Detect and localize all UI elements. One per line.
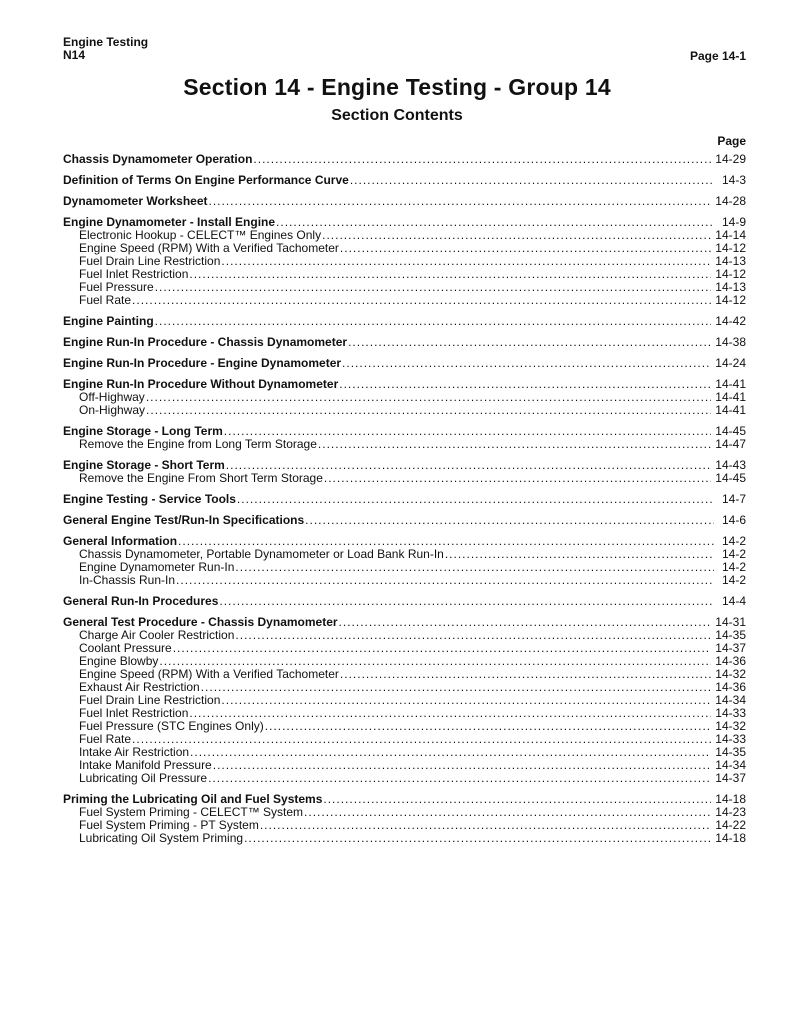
toc-entry[interactable] <box>63 356 746 370</box>
toc-subentry[interactable] <box>63 472 746 485</box>
toc-entry-title: Engine Run-In Procedure Without Dynamometer <box>63 377 339 391</box>
toc-entry[interactable] <box>63 152 746 166</box>
toc-subentry-title: Engine Dynamometer Run-In <box>79 560 235 574</box>
dot-leader <box>350 173 714 187</box>
toc-entry[interactable] <box>63 513 746 527</box>
toc-subentry-title: Fuel Drain Line Restriction <box>79 254 221 268</box>
toc-entry[interactable] <box>63 314 746 328</box>
toc-entry-page: 14-31 <box>715 615 746 629</box>
toc-subentry[interactable] <box>63 642 746 655</box>
toc-subentry-page: 14-18 <box>715 831 746 845</box>
toc-entry-page: 14-42 <box>715 314 746 328</box>
toc-section <box>63 356 746 370</box>
dot-leader <box>340 668 711 681</box>
toc-subentry-title: In-Chassis Run-In <box>79 573 176 587</box>
toc-entry-page: 14-24 <box>715 356 746 370</box>
toc-subentry-title: Coolant Pressure <box>79 641 172 655</box>
toc-subentry-title: Engine Blowby <box>79 654 159 668</box>
toc-subentry-page: 14-34 <box>715 758 746 772</box>
dot-leader <box>178 534 714 548</box>
toc-subentry-title: Intake Air Restriction <box>79 745 190 759</box>
toc-subentry-page: 14-35 <box>715 628 746 642</box>
toc-subentry-page: 14-12 <box>715 267 746 281</box>
toc-entry-title: Definition of Terms On Engine Performance Curve <box>63 173 349 187</box>
toc-entry-title: Engine Painting <box>63 314 154 328</box>
dot-leader <box>348 335 711 349</box>
toc-subentry-title: Fuel Rate <box>79 732 132 746</box>
dot-leader <box>208 772 711 785</box>
toc-subentry-title: Off-Highway <box>79 390 145 404</box>
dot-leader <box>189 707 711 720</box>
dot-leader <box>339 377 711 391</box>
toc-subentry-title: Charge Air Cooler Restriction <box>79 628 235 642</box>
dot-leader <box>189 268 711 281</box>
toc-entry-page: 14-2 <box>721 534 746 548</box>
toc-entry-title: Engine Storage - Short Term <box>63 458 225 472</box>
toc-subentry-title: Chassis Dynamometer, Portable Dynamometer or Load Bank Run-In <box>79 547 444 561</box>
toc-entry-page: 14-43 <box>715 458 746 472</box>
toc-entry-page: 14-3 <box>721 173 746 187</box>
toc-subentry-title: Lubricating Oil System Priming <box>79 831 244 845</box>
toc-entry-page: 14-41 <box>715 377 746 391</box>
toc-subentry-page: 14-37 <box>715 771 746 785</box>
toc-entry[interactable] <box>63 492 746 506</box>
toc-section <box>63 792 746 845</box>
toc-entry-page: 14-18 <box>715 792 746 806</box>
toc-subentry-title: Fuel Inlet Restriction <box>79 267 189 281</box>
toc-subentry-title: Fuel Pressure <box>79 280 154 294</box>
toc-subentry-page: 14-34 <box>715 693 746 707</box>
toc-subentry-page: 14-2 <box>721 560 746 574</box>
toc-entry[interactable] <box>63 194 746 208</box>
dot-leader <box>235 561 714 574</box>
dot-leader <box>237 492 714 506</box>
toc-subentry[interactable] <box>63 294 746 307</box>
toc-entry[interactable] <box>63 335 746 349</box>
toc-entry-page: 14-9 <box>721 215 746 229</box>
toc-subentry-title: Fuel Rate <box>79 293 132 307</box>
toc-section <box>63 377 746 417</box>
toc-subentry-page: 14-12 <box>715 293 746 307</box>
toc-subentry-title: Fuel System Priming - PT System <box>79 818 259 832</box>
toc-section <box>63 335 746 349</box>
toc-subentry-page: 14-2 <box>721 573 746 587</box>
toc-subentry-page: 14-41 <box>715 403 746 417</box>
dot-leader <box>226 458 712 472</box>
toc-subentry-page: 14-13 <box>715 280 746 294</box>
toc-subentry-title: Fuel Pressure (STC Engines Only) <box>79 719 264 733</box>
toc-entry-title: Priming the Lubricating Oil and Fuel Systems <box>63 792 323 806</box>
toc-subentry[interactable] <box>63 438 746 451</box>
toc-subentry-page: 14-33 <box>715 732 746 746</box>
dot-leader <box>132 733 711 746</box>
dot-leader <box>190 746 711 759</box>
dot-leader <box>213 759 712 772</box>
dot-leader <box>342 356 711 370</box>
dot-leader <box>340 242 711 255</box>
toc-subentry-page: 14-41 <box>715 390 746 404</box>
toc-subentry[interactable] <box>63 268 746 281</box>
toc-entry[interactable] <box>63 458 746 472</box>
running-header <box>63 36 148 62</box>
toc-section <box>63 215 746 307</box>
header-model: N14 <box>63 48 86 62</box>
toc-section <box>63 152 746 166</box>
toc-subentry-page: 14-14 <box>715 228 746 242</box>
toc-subentry[interactable] <box>63 404 746 417</box>
dot-leader <box>219 594 714 608</box>
toc-subentry-page: 14-22 <box>715 818 746 832</box>
dot-leader <box>221 255 711 268</box>
toc-section <box>63 314 746 328</box>
toc-entry-page: 14-38 <box>715 335 746 349</box>
toc-entry-title: Dynamometer Worksheet <box>63 194 208 208</box>
page-subtitle: Section Contents <box>331 107 463 124</box>
dot-leader <box>155 314 712 328</box>
toc-section <box>63 534 746 587</box>
toc-entry-page: 14-45 <box>715 424 746 438</box>
toc-subentry-page: 14-2 <box>721 547 746 561</box>
page-column-label: Page <box>717 134 746 148</box>
toc-subentry-page: 14-37 <box>715 641 746 655</box>
toc-subentry-title: Remove the Engine from Long Term Storage <box>79 437 317 451</box>
toc-entry-page: 14-4 <box>721 594 746 608</box>
dot-leader <box>176 574 714 587</box>
dot-leader <box>339 615 712 629</box>
dot-leader <box>244 832 711 845</box>
toc-entry-page: 14-7 <box>721 492 746 506</box>
dot-leader <box>235 629 711 642</box>
toc-section <box>63 424 746 451</box>
toc-entry[interactable] <box>63 377 746 391</box>
dot-leader <box>155 281 712 294</box>
toc-entry-page: 14-28 <box>715 194 746 208</box>
toc-subentry-title: Fuel Inlet Restriction <box>79 706 189 720</box>
toc-entry-page: 14-6 <box>721 513 746 527</box>
toc-entry[interactable] <box>63 215 746 229</box>
dot-leader <box>132 294 711 307</box>
toc-subentry-page: 14-32 <box>715 667 746 681</box>
toc-subentry-page: 14-45 <box>715 471 746 485</box>
toc-entry-title: General Engine Test/Run-In Specifications <box>63 513 305 527</box>
toc-entry[interactable] <box>63 792 746 806</box>
toc-subentry-page: 14-47 <box>715 437 746 451</box>
toc-subentry[interactable] <box>63 391 746 404</box>
toc-subentry-title: Engine Speed (RPM) With a Verified Tachometer <box>79 241 339 255</box>
dot-leader <box>173 642 712 655</box>
toc-subentry-title: Intake Manifold Pressure <box>79 758 212 772</box>
toc-subentry-title: Remove the Engine From Short Term Storage <box>79 471 323 485</box>
dot-leader <box>304 806 711 819</box>
dot-leader <box>276 215 714 229</box>
toc-entry-title: Engine Run-In Procedure - Chassis Dynamometer <box>63 335 348 349</box>
toc-entry-title: Engine Run-In Procedure - Engine Dynamometer <box>63 356 342 370</box>
dot-leader <box>324 472 711 485</box>
header-doc-title: Engine Testing <box>63 35 149 49</box>
toc-entry-title: General Test Procedure - Chassis Dynamometer <box>63 615 338 629</box>
toc-entry-title: General Run-In Procedures <box>63 594 219 608</box>
toc-subentry-page: 14-32 <box>715 719 746 733</box>
toc-entry-title: General Information <box>63 534 178 548</box>
toc-entry[interactable] <box>63 594 746 608</box>
page-title: Section 14 - Engine Testing - Group 14 <box>183 74 611 100</box>
toc-section <box>63 458 746 485</box>
toc-entry[interactable] <box>63 534 746 548</box>
toc-subentry-title: On-Highway <box>79 403 146 417</box>
toc-entry-page: 14-29 <box>715 152 746 166</box>
toc-entry-title: Engine Testing - Service Tools <box>63 492 236 506</box>
toc-subentry-title: Fuel System Priming - CELECT™ System <box>79 805 304 819</box>
toc-subentry[interactable] <box>63 281 746 294</box>
dot-leader <box>318 438 711 451</box>
toc-subentry-page: 14-13 <box>715 254 746 268</box>
toc-subentry-page: 14-12 <box>715 241 746 255</box>
toc-subentry-page: 14-23 <box>715 805 746 819</box>
dot-leader <box>221 694 711 707</box>
toc-subentry[interactable] <box>63 720 746 733</box>
dot-leader <box>201 681 712 694</box>
toc-entry[interactable] <box>63 173 746 187</box>
dot-leader <box>445 548 714 561</box>
dot-leader <box>260 819 711 832</box>
toc-entry[interactable] <box>63 615 746 629</box>
toc-entry-title: Engine Storage - Long Term <box>63 424 223 438</box>
toc-subentry-page: 14-36 <box>715 680 746 694</box>
dot-leader <box>305 513 714 527</box>
dot-leader <box>146 391 711 404</box>
dot-leader <box>322 229 711 242</box>
toc-subentry-page: 14-33 <box>715 706 746 720</box>
dot-leader <box>265 720 712 733</box>
toc-entry-title: Engine Dynamometer - Install Engine <box>63 215 276 229</box>
toc-section <box>63 594 746 608</box>
toc-subentry-title: Fuel Drain Line Restriction <box>79 693 221 707</box>
dot-leader <box>224 424 712 438</box>
toc-subentry-title: Lubricating Oil Pressure <box>79 771 208 785</box>
toc-subentry[interactable] <box>63 574 746 587</box>
toc-section <box>63 194 746 208</box>
toc-section <box>63 173 746 187</box>
toc-entry-title: Chassis Dynamometer Operation <box>63 152 253 166</box>
toc-subentry-title: Engine Speed (RPM) With a Verified Tachometer <box>79 667 339 681</box>
toc-subentry-page: 14-36 <box>715 654 746 668</box>
toc-section <box>63 513 746 527</box>
toc-subentry-title: Electronic Hookup - CELECT™ Engines Only <box>79 228 322 242</box>
toc-section <box>63 492 746 506</box>
dot-leader <box>323 792 711 806</box>
toc-subentry[interactable] <box>63 832 746 845</box>
toc-section <box>63 615 746 785</box>
toc-subentry[interactable] <box>63 772 746 785</box>
toc-entry[interactable] <box>63 424 746 438</box>
dot-leader <box>253 152 711 166</box>
table-of-contents <box>63 152 746 852</box>
header-page-number: Page 14-1 <box>689 49 746 63</box>
dot-leader <box>146 404 711 417</box>
toc-subentry-title: Exhaust Air Restriction <box>79 680 200 694</box>
dot-leader <box>209 194 712 208</box>
toc-subentry-page: 14-35 <box>715 745 746 759</box>
